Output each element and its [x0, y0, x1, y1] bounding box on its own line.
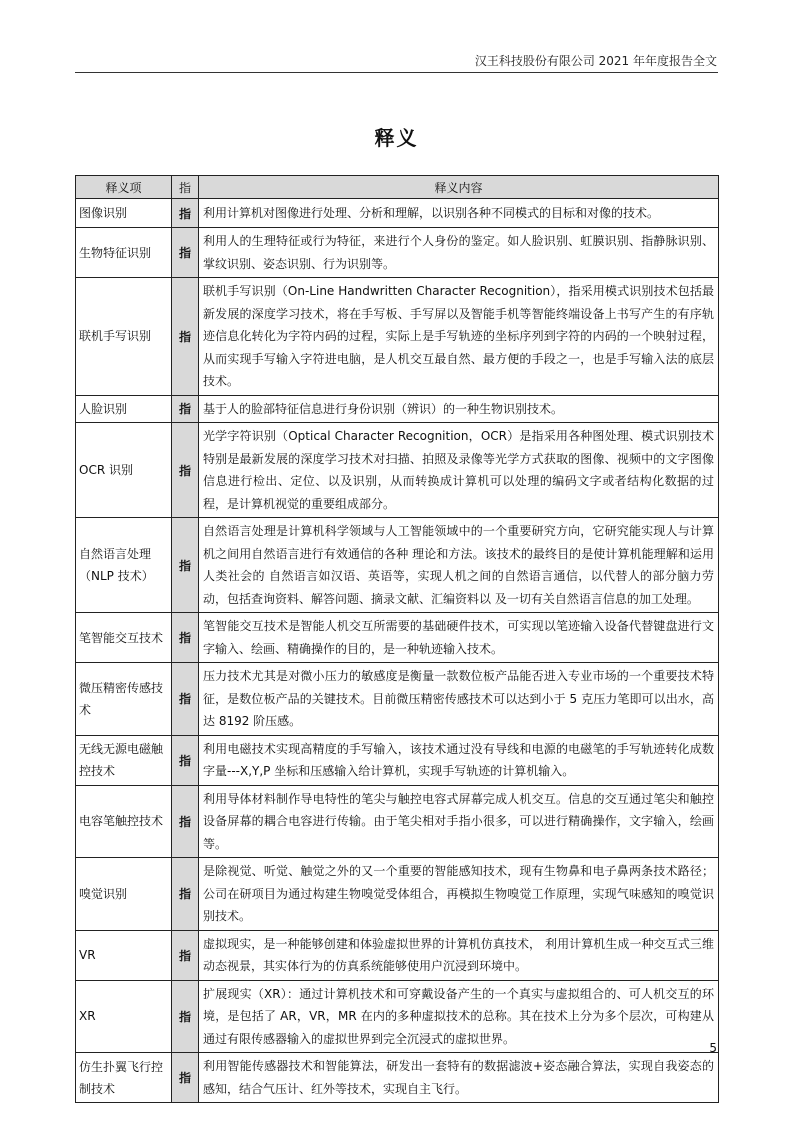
zhi-cell: 指 [172, 228, 199, 278]
term-cell: 无线无源电磁触控技术 [76, 735, 172, 785]
term-cell: 生物特征识别 [76, 228, 172, 278]
definition-cell: 自然语言处理是计算机科学领域与人工智能领域中的一个重要研究方向，它研究能实现人与计算机之间用自然语言进行有效通信的各种 理论和方法。该技术的最终目的是使计算机能理解和运用人类社会的 自然语言如汉语、英语等，实现人机之间的自然语言通信，以代替人的部分脑力劳动，包括查询资料、解答问题、摘录文献、汇编资料以 及一切有关自然语言信息的加工处理。 [199, 518, 719, 613]
page-number: 5 [709, 1041, 717, 1055]
zhi-cell: 指 [172, 1053, 199, 1103]
definition-cell: 利用人的生理特征或行为特征，来进行个人身份的鉴定。如人脸识别、虹膜识别、指静脉识别、掌纹识别、姿态识别、行为识别等。 [199, 228, 719, 278]
glossary-table [75, 175, 719, 1103]
table-row [76, 423, 719, 518]
zhi-cell: 指 [172, 395, 199, 423]
table-row [76, 980, 719, 1053]
zhi-cell: 指 [172, 423, 199, 518]
definition-cell: 扩展现实（XR）：通过计算机技术和可穿戴设备产生的一个真实与虚拟组合的、可人机交互的环境，是包括了 AR，VR，MR 在内的多种虚拟技术的总称。其在技术上分为多个层次，可构建从通过有限传感器输入的虚拟世界到完全沉浸式的虚拟世界。 [199, 980, 719, 1053]
term-cell: 电容笔触控技术 [76, 785, 172, 858]
table-row [76, 518, 719, 613]
table-row [76, 199, 719, 228]
term-cell: XR [76, 980, 172, 1053]
definition-cell: 基于人的脸部特征信息进行身份识别（辨识）的一种生物识别技术。 [199, 395, 719, 423]
term-cell: 嗅觉识别 [76, 858, 172, 931]
header-term: 释义项 [76, 176, 172, 199]
zhi-cell: 指 [172, 278, 199, 396]
term-cell: VR [76, 930, 172, 980]
zhi-cell: 指 [172, 930, 199, 980]
table-header-row [76, 176, 719, 199]
table-row [76, 930, 719, 980]
zhi-cell: 指 [172, 785, 199, 858]
term-cell: 微压精密传感技术 [76, 663, 172, 736]
definition-cell: 压力技术尤其是对微小压力的敏感度是衡量一款数位板产品能否进入专业市场的一个重要技术特征，是数位板产品的关键技术。目前微压精密传感技术可以达到小于 5 克压力笔即可以出水，高达 8192 阶压感。 [199, 663, 719, 736]
definition-cell: 利用智能传感器技术和智能算法，研发出一套特有的数据滤波+姿态融合算法，实现自我姿态的感知，结合气压计、红外等技术，实现自主飞行。 [199, 1053, 719, 1103]
table-row [76, 858, 719, 931]
zhi-cell: 指 [172, 858, 199, 931]
table-row [76, 663, 719, 736]
header-zhi: 指 [172, 176, 199, 199]
header-definition: 释义内容 [199, 176, 719, 199]
header-divider [75, 72, 718, 73]
term-cell: 人脸识别 [76, 395, 172, 423]
zhi-cell: 指 [172, 663, 199, 736]
zhi-cell: 指 [172, 735, 199, 785]
definition-cell: 虚拟现实，是一种能够创建和体验虚拟世界的计算机仿真技术， 利用计算机生成一种交互式三维动态视景，其实体行为的仿真系统能够使用户沉浸到环境中。 [199, 930, 719, 980]
table-row [76, 613, 719, 663]
page-title: 释义 [374, 126, 419, 150]
zhi-cell: 指 [172, 518, 199, 613]
table-row [76, 735, 719, 785]
term-cell: 笔智能交互技术 [76, 613, 172, 663]
table-row [76, 228, 719, 278]
zhi-cell: 指 [172, 199, 199, 228]
definition-cell: 是除视觉、听觉、触觉之外的又一个重要的智能感知技术，现有生物鼻和电子鼻两条技术路径；公司在研项目为通过构建生物嗅觉受体组合，再模拟生物嗅觉工作原理，实现气味感知的嗅觉识别技术。 [199, 858, 719, 931]
table-row [76, 785, 719, 858]
definition-cell: 利用电磁技术实现高精度的手写输入，该技术通过没有导线和电源的电磁笔的手写轨迹转化成数字量---X,Y,P 坐标和压感输入给计算机，实现手写轨迹的计算机输入。 [199, 735, 719, 785]
term-cell: 联机手写识别 [76, 278, 172, 396]
table-row [76, 395, 719, 423]
zhi-cell: 指 [172, 980, 199, 1053]
definition-cell: 利用导体材料制作导电特性的笔尖与触控电容式屏幕完成人机交互。信息的交互通过笔尖和触控设备屏幕的耦合电容进行传输。由于笔尖相对手指小很多，可以进行精确操作，文字输入，绘画等。 [199, 785, 719, 858]
report-header: 汉王科技股份有限公司 2021 年年度报告全文 [474, 54, 717, 68]
definition-cell: 利用计算机对图像进行处理、分析和理解，以识别各种不同模式的目标和对像的技术。 [199, 199, 719, 228]
zhi-cell: 指 [172, 613, 199, 663]
term-cell: 自然语言处理（NLP 技术） [76, 518, 172, 613]
term-cell: 图像识别 [76, 199, 172, 228]
definition-cell: 联机手写识别（On-Line Handwritten Character Recognition），指采用模式识别技术包括最新发展的深度学习技术，将在手写板、手写屏以及智能手机等智能终端设备上书写产生的有序轨迹信息化转化为字符内码的过程，实际上是手写轨迹的坐标序列到字符的内码的一个映射过程，从而实现手写输入字符进电脑，是人机交互最自然、最方便的手段之一，也是手写输入法的底层技术。 [199, 278, 719, 396]
definition-cell: 光学字符识别（Optical Character Recognition，OCR）是指采用各种图处理、模式识别技术特别是最新发展的深度学习技术对扫描、拍照及录像等光学方式获取的图像、视频中的文字图像信息进行检出、定位、以及识别，从而转换成计算机可以处理的编码文字或者结构化数据的过程，是计算机视觉的重要组成部分。 [199, 423, 719, 518]
definition-cell: 笔智能交互技术是智能人机交互所需要的基础硬件技术，可实现以笔迹输入设备代替键盘进行文字输入、绘画、精确操作的目的，是一种轨迹输入技术。 [199, 613, 719, 663]
table-row [76, 1053, 719, 1103]
table-row [76, 278, 719, 396]
term-cell: OCR 识别 [76, 423, 172, 518]
term-cell: 仿生扑翼飞行控制技术 [76, 1053, 172, 1103]
